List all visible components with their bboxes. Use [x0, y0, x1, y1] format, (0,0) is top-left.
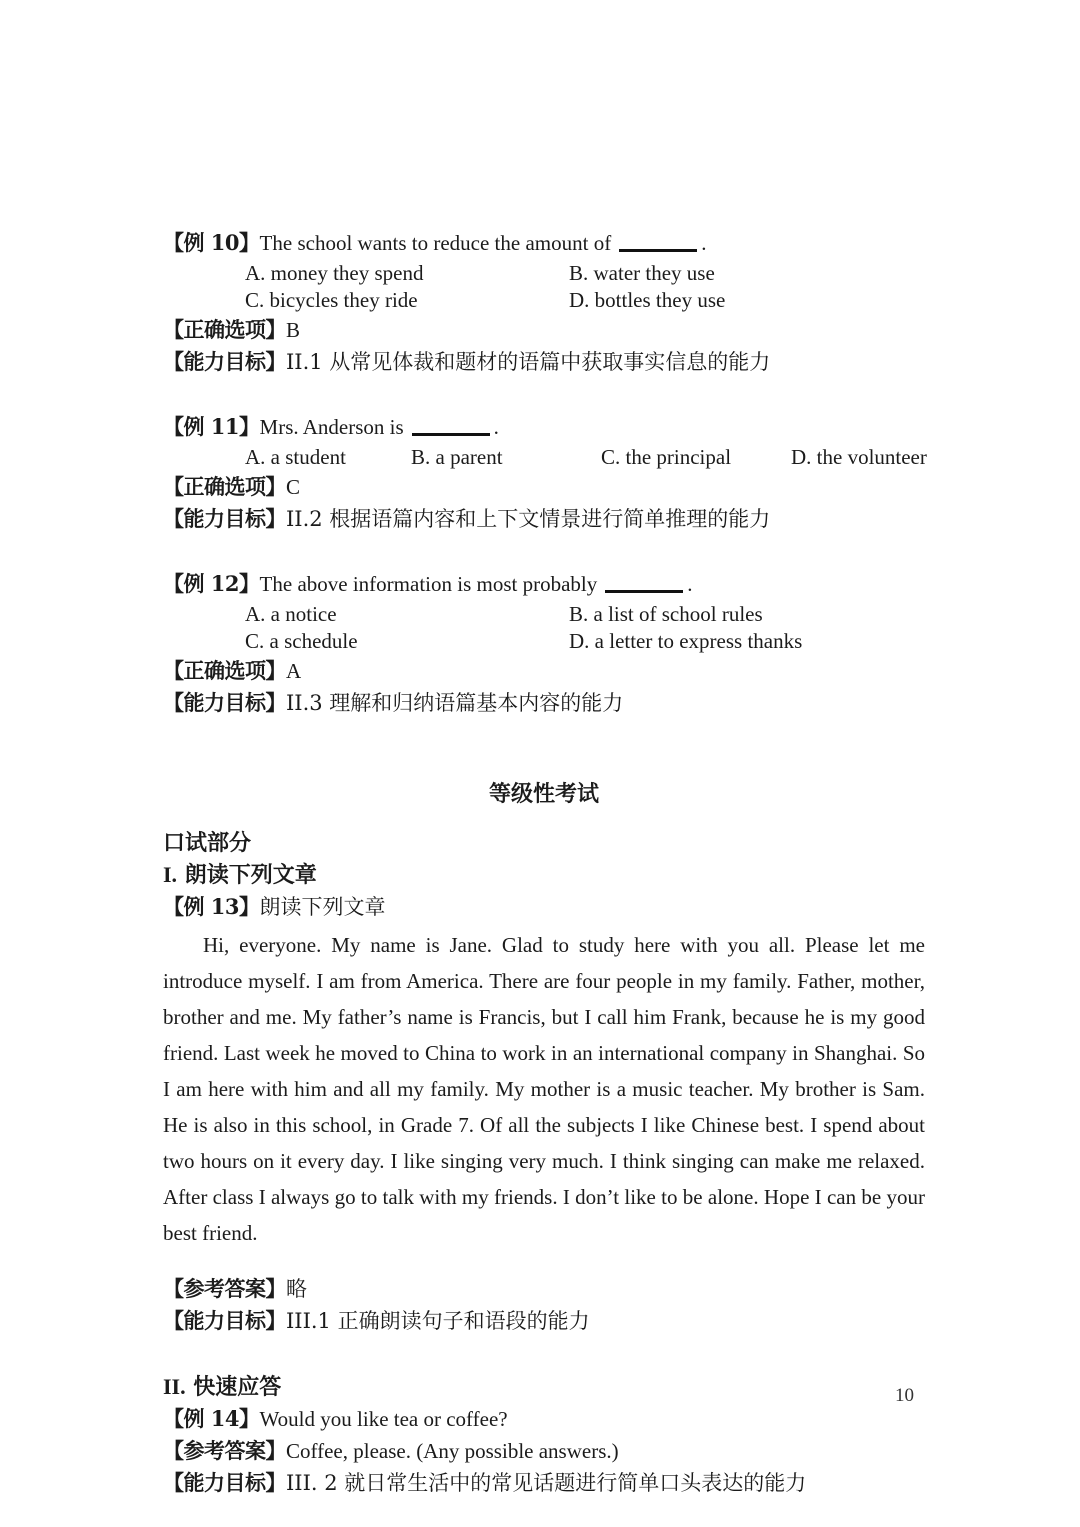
correct-option-value: C — [286, 475, 301, 499]
ability-goal-line — [163, 503, 925, 535]
ability-goal-label: 【能力目标】 — [163, 506, 286, 531]
option-row — [163, 444, 925, 471]
ability-goal-line — [163, 346, 925, 378]
correct-option-value: B — [286, 318, 301, 342]
ability-goal-label: 【能力目标】 — [163, 1308, 286, 1333]
ability-goal-label: 【能力目标】 — [163, 690, 286, 715]
block-spacer — [163, 535, 925, 569]
option-c[interactable]: C. bicycles they ride — [245, 288, 418, 312]
question-stem — [163, 412, 925, 442]
ability-goal-line — [163, 1467, 925, 1499]
section-heading-text: 朗读下列文章 — [184, 862, 317, 888]
option-b[interactable]: B. a parent — [411, 445, 503, 469]
correct-option-label: 【正确选项】 — [163, 658, 286, 683]
example-14-question-line — [163, 1403, 925, 1435]
option-d[interactable]: D. the volunteer — [791, 445, 927, 469]
question-block-12 — [163, 569, 925, 719]
option-d[interactable]: D. a letter to express thanks — [569, 629, 803, 653]
section-spacer — [163, 1337, 925, 1371]
answer-blank — [619, 235, 697, 252]
correct-option-label: 【正确选项】 — [163, 474, 286, 499]
reference-answer-value: Coffee, please. (Any possible answers.) — [286, 1439, 619, 1463]
stem-punctuation: . — [493, 415, 499, 439]
ability-goal-label: 【能力目标】 — [163, 349, 286, 374]
option-c[interactable]: C. the principal — [601, 445, 732, 469]
question-stem-text: Mrs. Anderson is — [259, 415, 404, 439]
option-b[interactable]: B. water they use — [569, 261, 715, 285]
example-tag: 【例 10】 — [163, 230, 260, 255]
question-stem — [163, 228, 925, 258]
section-title: 等级性考试 — [488, 781, 599, 807]
options-list — [163, 444, 925, 471]
option-a[interactable]: A. a notice — [245, 602, 337, 626]
example-tag: 【例 11】 — [163, 414, 260, 439]
answer-blank — [605, 576, 683, 593]
ability-goal-value: II.2 根据语篇内容和上下文情景进行简单推理的能力 — [286, 507, 771, 531]
section-heading-1 — [163, 859, 925, 891]
option-a[interactable]: A. a student — [245, 445, 346, 469]
option-b[interactable]: B. a list of school rules — [569, 602, 763, 626]
option-c[interactable]: C. a schedule — [245, 629, 358, 653]
correct-option-line — [163, 471, 925, 503]
option-d[interactable]: D. bottles they use — [569, 288, 726, 312]
question-stem-text: The school wants to reduce the amount of — [259, 231, 612, 255]
correct-option-line — [163, 314, 925, 346]
options-list — [163, 260, 925, 314]
ability-goal-value: III.1 正确朗读句子和语段的能力 — [286, 1309, 590, 1333]
reference-answer-line — [163, 1435, 925, 1467]
ability-goal-value: II.3 理解和归纳语篇基本内容的能力 — [286, 691, 624, 715]
correct-option-value: A — [286, 659, 302, 683]
reference-answer-label: 【参考答案】 — [163, 1276, 286, 1301]
correct-option-label: 【正确选项】 — [163, 317, 286, 342]
option-row — [163, 287, 925, 314]
reference-answer-value: 略 — [286, 1277, 307, 1301]
options-list — [163, 601, 925, 655]
section-numeral: I. — [163, 862, 178, 887]
question-block-11 — [163, 412, 925, 535]
option-a[interactable]: A. money they spend — [245, 261, 424, 285]
page-number: 10 — [895, 1385, 914, 1406]
option-row — [163, 601, 925, 628]
document-page — [163, 228, 925, 1499]
part-title: 口试部分 — [163, 830, 252, 856]
block-spacer — [163, 378, 925, 412]
question-stem — [163, 569, 925, 599]
option-row — [163, 628, 925, 655]
example-tag: 【例 13】 — [163, 894, 260, 919]
reference-answer-line — [163, 1273, 925, 1305]
ability-goal-value: III. 2 就日常生活中的常见话题进行简单口头表达的能力 — [286, 1471, 807, 1495]
example-tag: 【例 12】 — [163, 571, 260, 596]
section-spacer — [163, 719, 925, 779]
section-heading-2 — [163, 1371, 925, 1403]
option-row — [163, 260, 925, 287]
passage-spacer — [163, 1251, 925, 1273]
reading-passage: Hi, everyone. My name is Jane. Glad to study here with you all. Please let me introduce myself. I am from America. There are four people in my family. Father, mother, brother and me. My father’s name is Francis, but I call him Frank, because he is my good friend. Last week he moved to China to work in an international company in Shanghai. So I am here with him and all my family. My mother is a music teacher. My brother is Sam. He is also in this school, in Grade 7. Of all the subjects I like Chinese best. I spend about two hours on it every day. I like singing very much. I think singing can make me relaxed. After class I always go to talk with my friends. I don’t like to be alone. Hope I can be your best friend. — [163, 933, 925, 1245]
ability-goal-label: 【能力目标】 — [163, 1470, 286, 1495]
example-tag: 【例 14】 — [163, 1406, 260, 1431]
example-question-text: Would you like tea or coffee? — [259, 1407, 508, 1431]
section-heading-text: 快速应答 — [193, 1374, 282, 1400]
reference-answer-label: 【参考答案】 — [163, 1438, 286, 1463]
example-title: 朗读下列文章 — [259, 895, 386, 919]
question-block-10 — [163, 228, 925, 378]
section-numeral: II. — [163, 1374, 186, 1399]
example-13-title-line — [163, 891, 925, 923]
question-stem-text: The above information is most probably — [259, 572, 598, 596]
correct-option-line — [163, 655, 925, 687]
ability-goal-value: II.1 从常见体裁和题材的语篇中获取事实信息的能力 — [286, 350, 771, 374]
ability-goal-line — [163, 687, 925, 719]
stem-punctuation: . — [701, 231, 707, 255]
stem-punctuation: . — [687, 572, 693, 596]
ability-goal-line — [163, 1305, 925, 1337]
answer-blank — [412, 419, 490, 436]
